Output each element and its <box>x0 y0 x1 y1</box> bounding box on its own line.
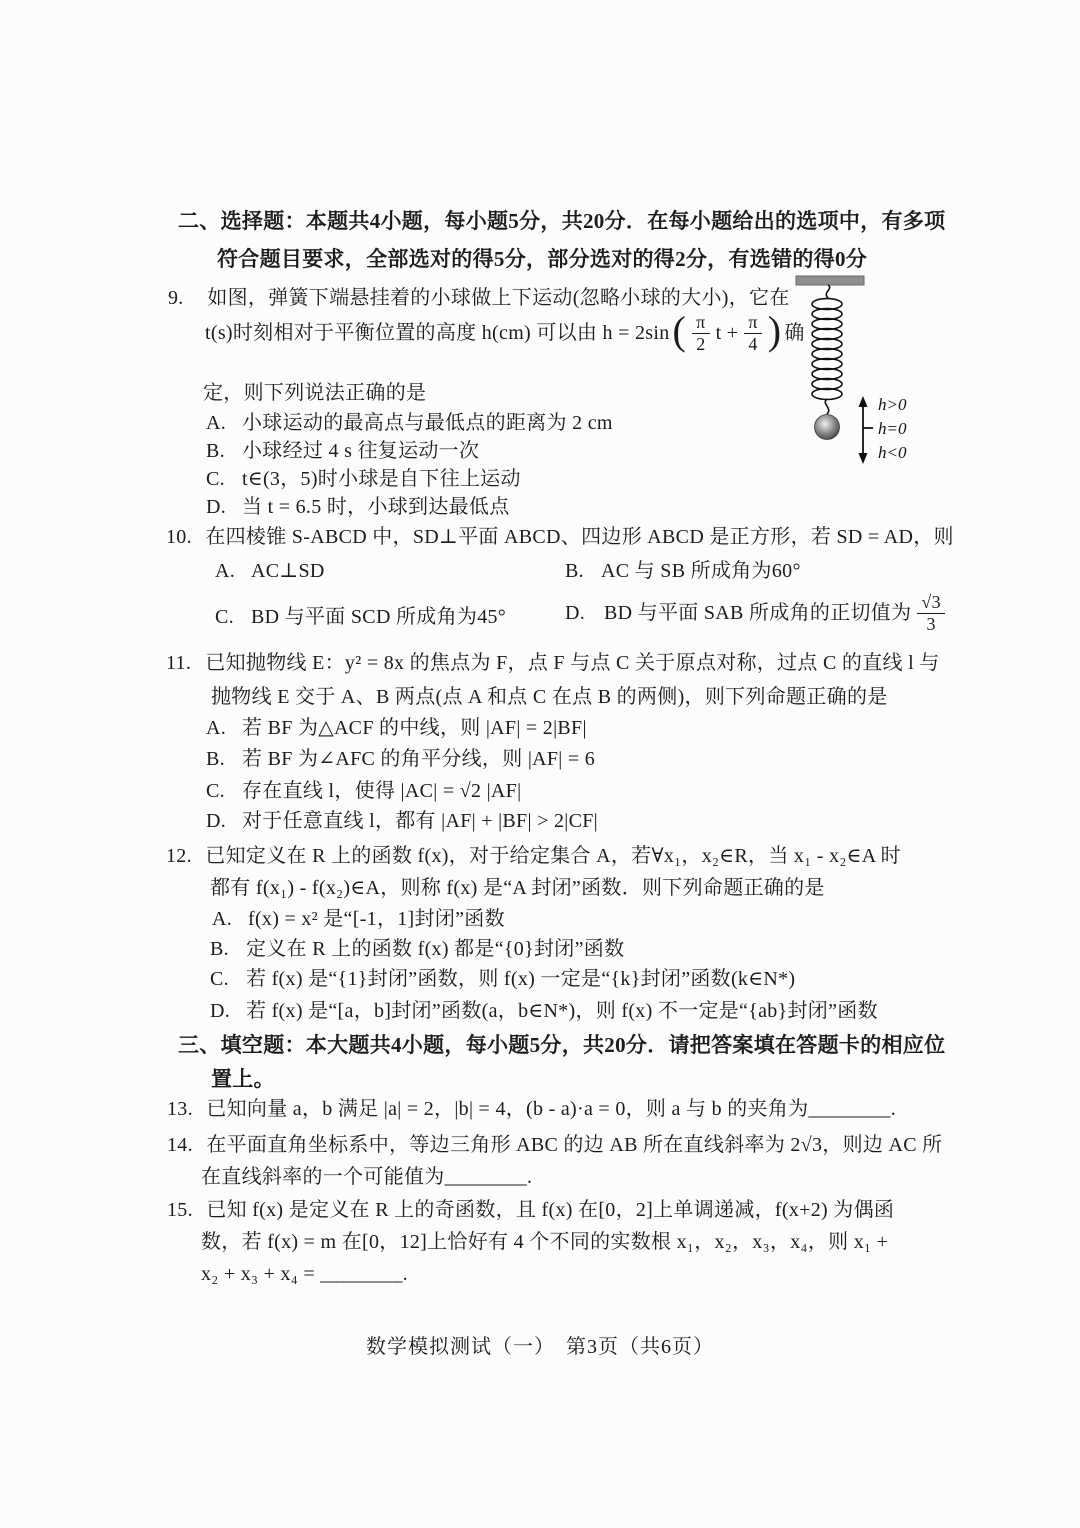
q11-option-d <box>206 808 598 834</box>
q12-stem-text: 已知定义在 R 上的函数 f(x)，对于给定集合 A，若∀x₁，x₂∈R，当 x₁ - x₂∈A 时 <box>205 845 901 867</box>
q15-stem-text: 已知 f(x) 是定义在 R 上的奇函数，且 f(x) 在[0，2]上单调递减，f(x+2) 为偶函 <box>206 1199 895 1221</box>
close-paren: ) <box>767 308 782 354</box>
q9-stem-line1 <box>168 285 790 311</box>
q11-option-a <box>206 715 587 741</box>
height-axis-arrow-icon <box>863 406 873 454</box>
option-text: AC⊥SD <box>251 560 325 582</box>
q9-stem-line3: 定，则下列说法正确的是 <box>203 382 427 404</box>
q9-formula-mid: t + <box>715 322 739 345</box>
option-label: C. <box>206 780 225 802</box>
q9-spring-figure <box>788 268 958 483</box>
q12-option-b <box>210 936 624 962</box>
q9-option-a <box>206 410 613 436</box>
open-paren: ( <box>672 308 687 354</box>
option-label: A. <box>212 908 233 930</box>
hook-icon <box>826 285 829 298</box>
option-text: 当 t = 6.5 时，小球到达最低点 <box>242 496 510 518</box>
q10-option-d <box>565 592 948 634</box>
option-text: AC 与 SB 所成角为60° <box>601 560 801 582</box>
option-text: t∈(3，5)时小球是自下往上运动 <box>242 468 521 490</box>
option-label: B. <box>206 748 225 770</box>
q9-option-c <box>206 466 521 492</box>
option-text: 若 f(x) 是“{1}封闭”函数，则 f(x) 一定是“{k}封闭”函数(k∈N*) <box>246 968 796 990</box>
q12-number: 12. <box>166 845 192 867</box>
q12-option-c <box>210 966 795 992</box>
q12-option-d <box>210 998 878 1024</box>
label-h-positive: h>0 <box>878 395 907 414</box>
spring-ball-diagram <box>788 268 958 483</box>
option-text: 小球运动的最高点与最低点的距离为 2 cm <box>242 412 613 434</box>
option-label: B. <box>210 938 229 960</box>
q14-stem-line2: 在直线斜率的一个可能值为________. <box>201 1166 533 1188</box>
page-footer: 数学模拟测试（一） 第3页（共6页） <box>366 1336 714 1358</box>
option-label: B. <box>565 560 584 582</box>
arrow-down-head-icon <box>859 453 868 464</box>
q9-formula-pre: t(s)时刻相对于平衡位置的高度 h(cm) 可以由 h = 2sin <box>205 322 670 345</box>
option-label: A. <box>215 560 236 582</box>
q9-option-d <box>206 494 510 520</box>
q10-option-b <box>565 558 801 584</box>
q13-stem-text: 已知向量 a，b 满足 |a| = 2，|b| = 4，(b - a)·a = 0，则 a 与 b 的夹角为________. <box>206 1098 897 1120</box>
q9-stem-text: 如图，弹簧下端悬挂着的小球做上下运动(忽略小球的大小)，它在 <box>207 287 790 309</box>
q13-number: 13. <box>167 1098 193 1120</box>
q10-option-a <box>215 558 325 584</box>
q9-number: 9. <box>168 287 184 309</box>
q14-stem-line1 <box>167 1132 942 1158</box>
q12-option-a <box>212 906 505 932</box>
q14-stem-text: 在平面直角坐标系中，等边三角形 ABC 的边 AB 所在直线斜率为 2√3，则边 AC 所 <box>206 1134 943 1156</box>
option-label: A. <box>206 412 227 434</box>
section-choice-heading-line1: 二、选择题：本题共4小题，每小题5分，共20分．在每小题给出的选项中，有多项 <box>178 209 946 233</box>
option-text: BD 与平面 SCD 所成角为45° <box>251 606 507 628</box>
option-label: D. <box>206 496 227 518</box>
label-h-negative: h<0 <box>878 443 907 462</box>
q10-stem <box>166 524 954 550</box>
option-label: B. <box>206 440 225 462</box>
label-h-zero: h=0 <box>878 419 907 438</box>
option-text: 若 BF 为△ACF 的中线，则 |AF| = 2|BF| <box>242 717 587 739</box>
fraction-pi-over-4: $\frac{\pi}{4}$ <box>744 312 761 354</box>
q9-formula-line <box>205 308 805 354</box>
q15-stem-line2: 数，若 f(x) = m 在[0，12]上恰好有 4 个不同的实数根 x₁，x₂，x₃，x₄，则 x₁ + <box>201 1231 889 1253</box>
option-label: C. <box>206 468 225 490</box>
q10-stem-text: 在四棱锥 S-ABCD 中，SD⊥平面 ABCD、四边形 ABCD 是正方形，若 SD = AD，则 <box>205 526 954 548</box>
option-text: 对于任意直线 l，都有 |AF| + |BF| > 2|CF| <box>242 810 598 832</box>
option-text: BD 与平面 SAB 所成角的正切值为 <box>604 602 912 625</box>
option-text: 存在直线 l，使得 |AC| = √2 |AF| <box>242 780 522 802</box>
ball-icon <box>815 415 840 440</box>
q10-option-c <box>215 604 506 630</box>
q11-stem-text: 已知抛物线 E：y² = 8x 的焦点为 F，点 F 与点 C 关于原点对称，过点 C 的直线 l 与 <box>205 652 940 674</box>
option-text: 小球经过 4 s 往复运动一次 <box>242 440 480 462</box>
option-text: f(x) = x² 是“[-1，1]封闭”函数 <box>248 908 505 930</box>
option-label: D. <box>210 1000 231 1022</box>
q11-option-c <box>206 778 521 804</box>
option-label: A. <box>206 717 227 739</box>
q12-stem-line2: 都有 f(x₁) - f(x₂)∈A，则称 f(x) 是“A 封闭”函数．则下列命题正确的是 <box>210 877 825 899</box>
arrow-up-head-icon <box>859 396 868 407</box>
option-text: 若 f(x) 是“[a，b]封闭”函数(a，b∈N*)，则 f(x) 不一定是“{ab}封闭”函数 <box>246 1000 878 1022</box>
option-label: D. <box>565 602 586 625</box>
fraction-pi-over-2: $\frac{\pi}{2}$ <box>692 312 709 354</box>
q11-stem-line1 <box>166 650 940 676</box>
section-choice-heading-line2: 符合题目要求，全部选对的得5分，部分选对的得2分，有选错的得0分 <box>217 247 868 271</box>
q11-option-b <box>206 746 595 772</box>
q9-formula-post: 确 <box>784 322 805 345</box>
q15-stem-line3: x₂ + x₃ + x₄ = ________. <box>201 1263 408 1285</box>
q15-number: 15. <box>167 1199 193 1221</box>
option-text: 若 BF 为∠AFC 的角平分线，则 |AF| = 6 <box>242 748 596 770</box>
spring-end-link-icon <box>825 399 828 414</box>
q11-number: 11. <box>166 652 192 674</box>
option-text: 定义在 R 上的函数 f(x) 都是“{0}封闭”函数 <box>246 938 625 960</box>
fraction-sqrt3-over-3: $\frac{√3}{3}$ <box>917 592 944 634</box>
q10-number: 10. <box>166 526 192 548</box>
q14-number: 14. <box>167 1134 193 1156</box>
option-label: D. <box>206 810 227 832</box>
q11-stem-line2: 抛物线 E 交于 A、B 两点(点 A 和点 C 在点 B 的两侧)，则下列命题正确的是 <box>211 686 888 708</box>
q12-stem-line1 <box>166 843 901 869</box>
option-label: C. <box>215 606 234 628</box>
ceiling-bar-icon <box>796 276 864 285</box>
spring-coil-icon <box>812 299 842 400</box>
q13-stem <box>167 1096 896 1122</box>
q15-stem-line1 <box>167 1197 894 1223</box>
q9-option-b <box>206 438 479 464</box>
option-label: C. <box>210 968 229 990</box>
section-fill-heading-line2: 置上。 <box>211 1067 275 1091</box>
section-fill-heading-line1: 三、填空题：本大题共4小题，每小题5分，共20分．请把答案填在答题卡的相应位 <box>178 1033 946 1057</box>
